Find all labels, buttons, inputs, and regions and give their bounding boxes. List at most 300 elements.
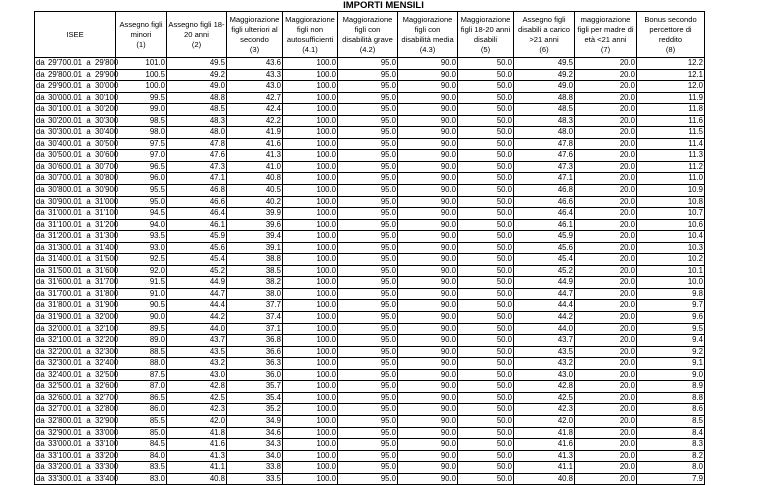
table-cell: 95.0 bbox=[338, 127, 398, 139]
table-row bbox=[35, 439, 705, 451]
isee-da-label: da bbox=[36, 115, 45, 125]
table-cell: 47.6 bbox=[167, 150, 227, 162]
isee-from: 32'000.01 bbox=[48, 323, 83, 333]
table-cell: 100.5 bbox=[116, 69, 167, 81]
isee-from: 31'700.01 bbox=[48, 288, 83, 298]
table-cell: 11.5 bbox=[637, 127, 705, 139]
table-cell: 47.3 bbox=[514, 161, 575, 173]
table-cell: 41.8 bbox=[514, 427, 575, 439]
table-cell: 49.0 bbox=[167, 81, 227, 93]
table-cell: 100.0 bbox=[283, 173, 338, 185]
table-cell: 42.4 bbox=[227, 104, 283, 116]
table-cell: 20.0 bbox=[575, 346, 637, 358]
table-cell: 100.0 bbox=[283, 81, 338, 93]
isee-a-label: a bbox=[86, 208, 91, 218]
table-cell: 100.0 bbox=[283, 358, 338, 370]
table-cell: 50.0 bbox=[458, 265, 514, 277]
table-cell: 97.5 bbox=[116, 138, 167, 150]
isee-from: 30'300.01 bbox=[48, 127, 83, 137]
table-cell: 41.8 bbox=[167, 427, 227, 439]
isee-da-label: da bbox=[36, 104, 45, 114]
table-cell: 43.5 bbox=[167, 346, 227, 358]
table-cell: 50.0 bbox=[458, 104, 514, 116]
table-cell: 44.9 bbox=[514, 277, 575, 289]
table-cell: 20.0 bbox=[575, 127, 637, 139]
table-cell: 10.1 bbox=[637, 265, 705, 277]
column-header-label: Maggiorazione figli con disabilità grave bbox=[342, 14, 393, 44]
table-cell: 50.0 bbox=[458, 450, 514, 462]
table-cell: 100.0 bbox=[283, 242, 338, 254]
isee-to: 31'100 bbox=[95, 208, 119, 218]
isee-from: 30'700.01 bbox=[48, 173, 83, 183]
table-cell: 11.6 bbox=[637, 115, 705, 127]
isee-range-cell bbox=[35, 104, 119, 116]
isee-to: 31'900 bbox=[95, 300, 119, 310]
table-cell: 50.0 bbox=[458, 369, 514, 381]
isee-range-cell bbox=[35, 288, 119, 300]
table-row bbox=[35, 69, 705, 81]
table-cell: 20.0 bbox=[575, 392, 637, 404]
table-cell: 39.9 bbox=[227, 208, 283, 220]
table-cell: 90.0 bbox=[116, 312, 167, 324]
isee-a-label: a bbox=[86, 138, 91, 148]
table-cell: 12.2 bbox=[637, 58, 705, 70]
table-cell: 83.0 bbox=[116, 473, 167, 485]
table-cell: 90.0 bbox=[398, 196, 458, 208]
isee-da-label: da bbox=[36, 138, 45, 148]
table-cell: 90.0 bbox=[398, 439, 458, 451]
table-cell: 43.2 bbox=[514, 358, 575, 370]
isee-to: 31'300 bbox=[95, 231, 119, 241]
table-cell: 41.3 bbox=[167, 450, 227, 462]
table-cell: 95.0 bbox=[338, 219, 398, 231]
isee-range-cell bbox=[35, 254, 119, 266]
table-cell: 100.0 bbox=[283, 335, 338, 347]
table-cell: 95.5 bbox=[116, 185, 167, 197]
table-cell: 42.2 bbox=[227, 115, 283, 127]
column-header-number: (4.2) bbox=[359, 44, 376, 54]
isee-from: 30'600.01 bbox=[48, 161, 83, 171]
table-cell: 43.0 bbox=[227, 81, 283, 93]
table-cell: 90.0 bbox=[398, 462, 458, 474]
table-cell: 9.6 bbox=[637, 312, 705, 324]
table-cell: 95.0 bbox=[338, 462, 398, 474]
table-cell: 36.8 bbox=[227, 335, 283, 347]
isee-da-label: da bbox=[36, 277, 45, 287]
table-cell: 46.8 bbox=[514, 185, 575, 197]
table-cell: 20.0 bbox=[575, 381, 637, 393]
table-cell: 95.0 bbox=[338, 346, 398, 358]
isee-a-label: a bbox=[86, 150, 91, 160]
isee-range-cell bbox=[35, 265, 119, 277]
table-cell: 101.0 bbox=[116, 58, 167, 70]
table-cell: 43.2 bbox=[167, 358, 227, 370]
isee-from: 33'000.01 bbox=[48, 439, 83, 449]
column-header bbox=[283, 12, 338, 58]
table-cell: 37.7 bbox=[227, 300, 283, 312]
isee-a-label: a bbox=[86, 404, 91, 414]
table-cell: 10.2 bbox=[637, 254, 705, 266]
isee-da-label: da bbox=[36, 346, 45, 356]
table-row bbox=[35, 369, 705, 381]
table-cell: 50.0 bbox=[458, 92, 514, 104]
table-row bbox=[35, 346, 705, 358]
table-cell: 49.0 bbox=[514, 81, 575, 93]
table-cell: 90.0 bbox=[398, 392, 458, 404]
table-cell: 46.6 bbox=[167, 196, 227, 208]
table-cell: 20.0 bbox=[575, 473, 637, 485]
isee-da-label: da bbox=[36, 254, 45, 264]
table-cell: 20.0 bbox=[575, 462, 637, 474]
table-cell: 8.0 bbox=[637, 462, 705, 474]
table-cell: 50.0 bbox=[458, 208, 514, 220]
table-cell: 84.5 bbox=[116, 439, 167, 451]
isee-to: 30'500 bbox=[95, 138, 119, 148]
column-header-label: Assegno figli disabili a carico >21 anni bbox=[518, 14, 570, 44]
table-cell: 50.0 bbox=[458, 346, 514, 358]
table-cell: 48.8 bbox=[167, 92, 227, 104]
table-row bbox=[35, 254, 705, 266]
table-cell: 91.0 bbox=[116, 288, 167, 300]
column-header bbox=[227, 12, 283, 58]
table-cell: 45.6 bbox=[167, 242, 227, 254]
table-cell: 20.0 bbox=[575, 138, 637, 150]
isee-a-label: a bbox=[86, 161, 91, 171]
isee-range-cell bbox=[35, 312, 119, 324]
table-cell: 93.0 bbox=[116, 242, 167, 254]
isee-a-label: a bbox=[86, 219, 91, 229]
isee-to: 30'200 bbox=[95, 104, 119, 114]
table-row bbox=[35, 473, 705, 485]
isee-from: 31'400.01 bbox=[48, 254, 83, 264]
table-row bbox=[35, 196, 705, 208]
column-header-label: Assegno figli 18-20 anni bbox=[168, 19, 225, 39]
table-cell: 90.0 bbox=[398, 381, 458, 393]
isee-a-label: a bbox=[86, 415, 91, 425]
table-cell: 46.6 bbox=[514, 196, 575, 208]
isee-range-cell bbox=[35, 150, 119, 162]
table-cell: 47.3 bbox=[167, 161, 227, 173]
isee-da-label: da bbox=[36, 358, 45, 368]
isee-a-label: a bbox=[86, 335, 91, 345]
table-cell: 50.0 bbox=[458, 381, 514, 393]
table-cell: 41.1 bbox=[514, 462, 575, 474]
table-cell: 42.3 bbox=[167, 404, 227, 416]
isee-range-cell bbox=[35, 427, 119, 439]
table-row bbox=[35, 450, 705, 462]
isee-from: 32'900.01 bbox=[48, 427, 83, 437]
isee-from: 32'100.01 bbox=[48, 335, 83, 345]
table-cell: 100.0 bbox=[283, 265, 338, 277]
isee-a-label: a bbox=[86, 127, 91, 137]
table-cell: 39.6 bbox=[227, 219, 283, 231]
table-row bbox=[35, 462, 705, 474]
isee-from: 31'200.01 bbox=[48, 231, 83, 241]
table-cell: 50.0 bbox=[458, 138, 514, 150]
isee-range-cell bbox=[35, 242, 119, 254]
table-cell: 100.0 bbox=[283, 58, 338, 70]
table-cell: 86.0 bbox=[116, 404, 167, 416]
table-cell: 44.2 bbox=[167, 312, 227, 324]
isee-a-label: a bbox=[86, 358, 91, 368]
table-cell: 37.1 bbox=[227, 323, 283, 335]
isee-from: 30'500.01 bbox=[48, 150, 83, 160]
isee-range-cell bbox=[35, 277, 119, 289]
isee-da-label: da bbox=[36, 242, 45, 252]
table-cell: 9.1 bbox=[637, 358, 705, 370]
table-cell: 100.0 bbox=[283, 462, 338, 474]
isee-da-label: da bbox=[36, 288, 45, 298]
table-cell: 95.0 bbox=[338, 58, 398, 70]
table-cell: 50.0 bbox=[458, 127, 514, 139]
table-cell: 50.0 bbox=[458, 150, 514, 162]
table-cell: 39.1 bbox=[227, 242, 283, 254]
isee-from: 30'400.01 bbox=[48, 138, 83, 148]
table-cell: 40.8 bbox=[167, 473, 227, 485]
isee-range-cell bbox=[35, 323, 119, 335]
table-title: IMPORTI MENSILI bbox=[343, 0, 424, 11]
isee-from: 30'200.01 bbox=[48, 115, 83, 125]
table-cell: 90.0 bbox=[398, 254, 458, 266]
table-cell: 20.0 bbox=[575, 254, 637, 266]
table-cell: 90.0 bbox=[398, 312, 458, 324]
table-cell: 90.0 bbox=[398, 150, 458, 162]
table-cell: 10.9 bbox=[637, 185, 705, 197]
table-cell: 9.5 bbox=[637, 323, 705, 335]
isee-to: 32'900 bbox=[95, 415, 119, 425]
table-cell: 90.0 bbox=[398, 358, 458, 370]
table-cell: 42.3 bbox=[514, 404, 575, 416]
isee-a-label: a bbox=[86, 265, 91, 275]
table-cell: 44.7 bbox=[167, 288, 227, 300]
table-cell: 50.0 bbox=[458, 231, 514, 243]
isee-from: 30'000.01 bbox=[48, 92, 83, 102]
isee-da-label: da bbox=[36, 300, 45, 310]
table-cell: 100.0 bbox=[283, 439, 338, 451]
table-cell: 45.9 bbox=[514, 231, 575, 243]
table-cell: 48.3 bbox=[167, 115, 227, 127]
table-cell: 41.3 bbox=[514, 450, 575, 462]
isee-to: 32'100 bbox=[95, 323, 119, 333]
table-cell: 95.0 bbox=[338, 473, 398, 485]
table-cell: 95.0 bbox=[338, 277, 398, 289]
column-header-number: (1) bbox=[136, 39, 146, 49]
table-cell: 20.0 bbox=[575, 439, 637, 451]
table-cell: 44.9 bbox=[167, 277, 227, 289]
table-cell: 34.3 bbox=[227, 439, 283, 451]
table-cell: 90.0 bbox=[398, 415, 458, 427]
isee-a-label: a bbox=[86, 69, 91, 79]
table-cell: 95.0 bbox=[338, 312, 398, 324]
table-cell: 95.0 bbox=[338, 115, 398, 127]
table-cell: 42.0 bbox=[167, 415, 227, 427]
table-cell: 50.0 bbox=[458, 219, 514, 231]
table-cell: 83.5 bbox=[116, 462, 167, 474]
table-body bbox=[35, 58, 705, 485]
table-row bbox=[35, 219, 705, 231]
table-cell: 90.0 bbox=[398, 219, 458, 231]
table-cell: 100.0 bbox=[283, 161, 338, 173]
isee-from: 31'100.01 bbox=[48, 219, 83, 229]
table-row bbox=[35, 138, 705, 150]
table-row bbox=[35, 335, 705, 347]
table-cell: 50.0 bbox=[458, 427, 514, 439]
table-cell: 41.1 bbox=[167, 462, 227, 474]
table-cell: 20.0 bbox=[575, 161, 637, 173]
isee-da-label: da bbox=[36, 81, 45, 91]
table-cell: 40.2 bbox=[227, 196, 283, 208]
table-cell: 41.0 bbox=[227, 161, 283, 173]
table-cell: 97.0 bbox=[116, 150, 167, 162]
isee-da-label: da bbox=[36, 427, 45, 437]
table-cell: 100.0 bbox=[283, 473, 338, 485]
isee-to: 31'500 bbox=[95, 254, 119, 264]
table-cell: 10.0 bbox=[637, 277, 705, 289]
column-header bbox=[398, 12, 458, 58]
table-cell: 90.5 bbox=[116, 300, 167, 312]
table-cell: 41.6 bbox=[227, 138, 283, 150]
table-cell: 43.7 bbox=[167, 335, 227, 347]
isee-a-label: a bbox=[86, 185, 91, 195]
table-cell: 46.4 bbox=[167, 208, 227, 220]
table-cell: 95.0 bbox=[338, 392, 398, 404]
table-cell: 95.0 bbox=[338, 404, 398, 416]
isee-to: 33'000 bbox=[95, 427, 119, 437]
table-cell: 39.4 bbox=[227, 231, 283, 243]
table-cell: 95.0 bbox=[338, 208, 398, 220]
table-row bbox=[35, 127, 705, 139]
table-cell: 20.0 bbox=[575, 150, 637, 162]
table-cell: 50.0 bbox=[458, 185, 514, 197]
isee-da-label: da bbox=[36, 161, 45, 171]
table-cell: 95.0 bbox=[338, 381, 398, 393]
isee-range-cell bbox=[35, 92, 119, 104]
table-cell: 100.0 bbox=[283, 288, 338, 300]
isee-range-cell bbox=[35, 173, 119, 185]
table-cell: 95.0 bbox=[338, 288, 398, 300]
table-cell: 90.0 bbox=[398, 208, 458, 220]
table-cell: 95.0 bbox=[116, 196, 167, 208]
table-cell: 42.8 bbox=[167, 381, 227, 393]
isee-da-label: da bbox=[36, 196, 45, 206]
table-cell: 9.8 bbox=[637, 288, 705, 300]
table-cell: 90.0 bbox=[398, 288, 458, 300]
table-cell: 46.1 bbox=[167, 219, 227, 231]
table-cell: 20.0 bbox=[575, 427, 637, 439]
table-cell: 11.0 bbox=[637, 173, 705, 185]
table-cell: 49.2 bbox=[514, 69, 575, 81]
isee-range-cell bbox=[35, 81, 119, 93]
column-header-label: Maggiorazione figli non autosufficienti bbox=[285, 14, 335, 44]
isee-from: 31'800.01 bbox=[48, 300, 83, 310]
table-cell: 40.8 bbox=[227, 173, 283, 185]
column-header-number: (4.1) bbox=[302, 44, 318, 54]
table-row bbox=[35, 427, 705, 439]
isee-a-label: a bbox=[86, 473, 91, 483]
isee-from: 32'700.01 bbox=[48, 404, 83, 414]
isee-range-cell bbox=[35, 115, 119, 127]
column-header-label: ISEE bbox=[66, 29, 84, 39]
table-cell: 90.0 bbox=[398, 115, 458, 127]
column-header-label: Maggiorazione figli 18-20 anni disabili bbox=[460, 14, 511, 44]
table-cell: 95.0 bbox=[338, 450, 398, 462]
table-cell: 36.3 bbox=[227, 358, 283, 370]
table-cell: 94.5 bbox=[116, 208, 167, 220]
table-cell: 95.0 bbox=[338, 81, 398, 93]
table-cell: 100.0 bbox=[283, 115, 338, 127]
table-cell: 50.0 bbox=[458, 404, 514, 416]
table-cell: 90.0 bbox=[398, 242, 458, 254]
isee-a-label: a bbox=[86, 81, 91, 91]
table-row bbox=[35, 300, 705, 312]
table-row bbox=[35, 404, 705, 416]
column-header bbox=[575, 12, 637, 58]
isee-a-label: a bbox=[86, 323, 91, 333]
table-cell: 85.0 bbox=[116, 427, 167, 439]
table-cell: 8.8 bbox=[637, 392, 705, 404]
table-cell: 44.7 bbox=[514, 288, 575, 300]
isee-from: 30'100.01 bbox=[48, 104, 83, 114]
table-cell: 20.0 bbox=[575, 115, 637, 127]
table-cell: 95.0 bbox=[338, 104, 398, 116]
isee-to: 32'600 bbox=[95, 381, 119, 391]
table-row bbox=[35, 161, 705, 173]
table-cell: 42.7 bbox=[227, 92, 283, 104]
table-cell: 50.0 bbox=[458, 335, 514, 347]
isee-from: 31'500.01 bbox=[48, 265, 83, 275]
isee-da-label: da bbox=[36, 185, 45, 195]
isee-to: 32'800 bbox=[95, 404, 119, 414]
isee-da-label: da bbox=[36, 369, 45, 379]
table-row bbox=[35, 150, 705, 162]
table-cell: 47.1 bbox=[514, 173, 575, 185]
table-cell: 42.8 bbox=[514, 381, 575, 393]
isee-da-label: da bbox=[36, 312, 45, 322]
table-cell: 86.5 bbox=[116, 392, 167, 404]
table-cell: 38.2 bbox=[227, 277, 283, 289]
table-cell: 20.0 bbox=[575, 369, 637, 381]
isee-a-label: a bbox=[86, 381, 91, 391]
isee-range-cell bbox=[35, 161, 119, 173]
isee-da-label: da bbox=[36, 150, 45, 160]
isee-to: 33'400 bbox=[95, 473, 119, 483]
table-cell: 33.8 bbox=[227, 462, 283, 474]
isee-a-label: a bbox=[86, 346, 91, 356]
table-cell: 43.5 bbox=[514, 346, 575, 358]
table-cell: 20.0 bbox=[575, 323, 637, 335]
table-cell: 95.0 bbox=[338, 323, 398, 335]
isee-a-label: a bbox=[86, 462, 91, 472]
isee-da-label: da bbox=[36, 392, 45, 402]
table-cell: 11.2 bbox=[637, 161, 705, 173]
table-cell: 95.0 bbox=[338, 427, 398, 439]
table-cell: 20.0 bbox=[575, 265, 637, 277]
table-cell: 99.0 bbox=[116, 104, 167, 116]
table-cell: 88.0 bbox=[116, 358, 167, 370]
isee-da-label: da bbox=[36, 208, 45, 218]
isee-a-label: a bbox=[86, 92, 91, 102]
column-header-label: Assegno figli minori bbox=[119, 19, 163, 39]
isee-range-cell bbox=[35, 231, 119, 243]
isee-from: 30'900.01 bbox=[48, 196, 83, 206]
table-cell: 10.7 bbox=[637, 208, 705, 220]
isee-range-cell bbox=[35, 439, 119, 451]
table-cell: 95.0 bbox=[338, 161, 398, 173]
table-cell: 50.0 bbox=[458, 242, 514, 254]
table-cell: 90.0 bbox=[398, 427, 458, 439]
table-cell: 42.5 bbox=[167, 392, 227, 404]
table-cell: 95.0 bbox=[338, 173, 398, 185]
